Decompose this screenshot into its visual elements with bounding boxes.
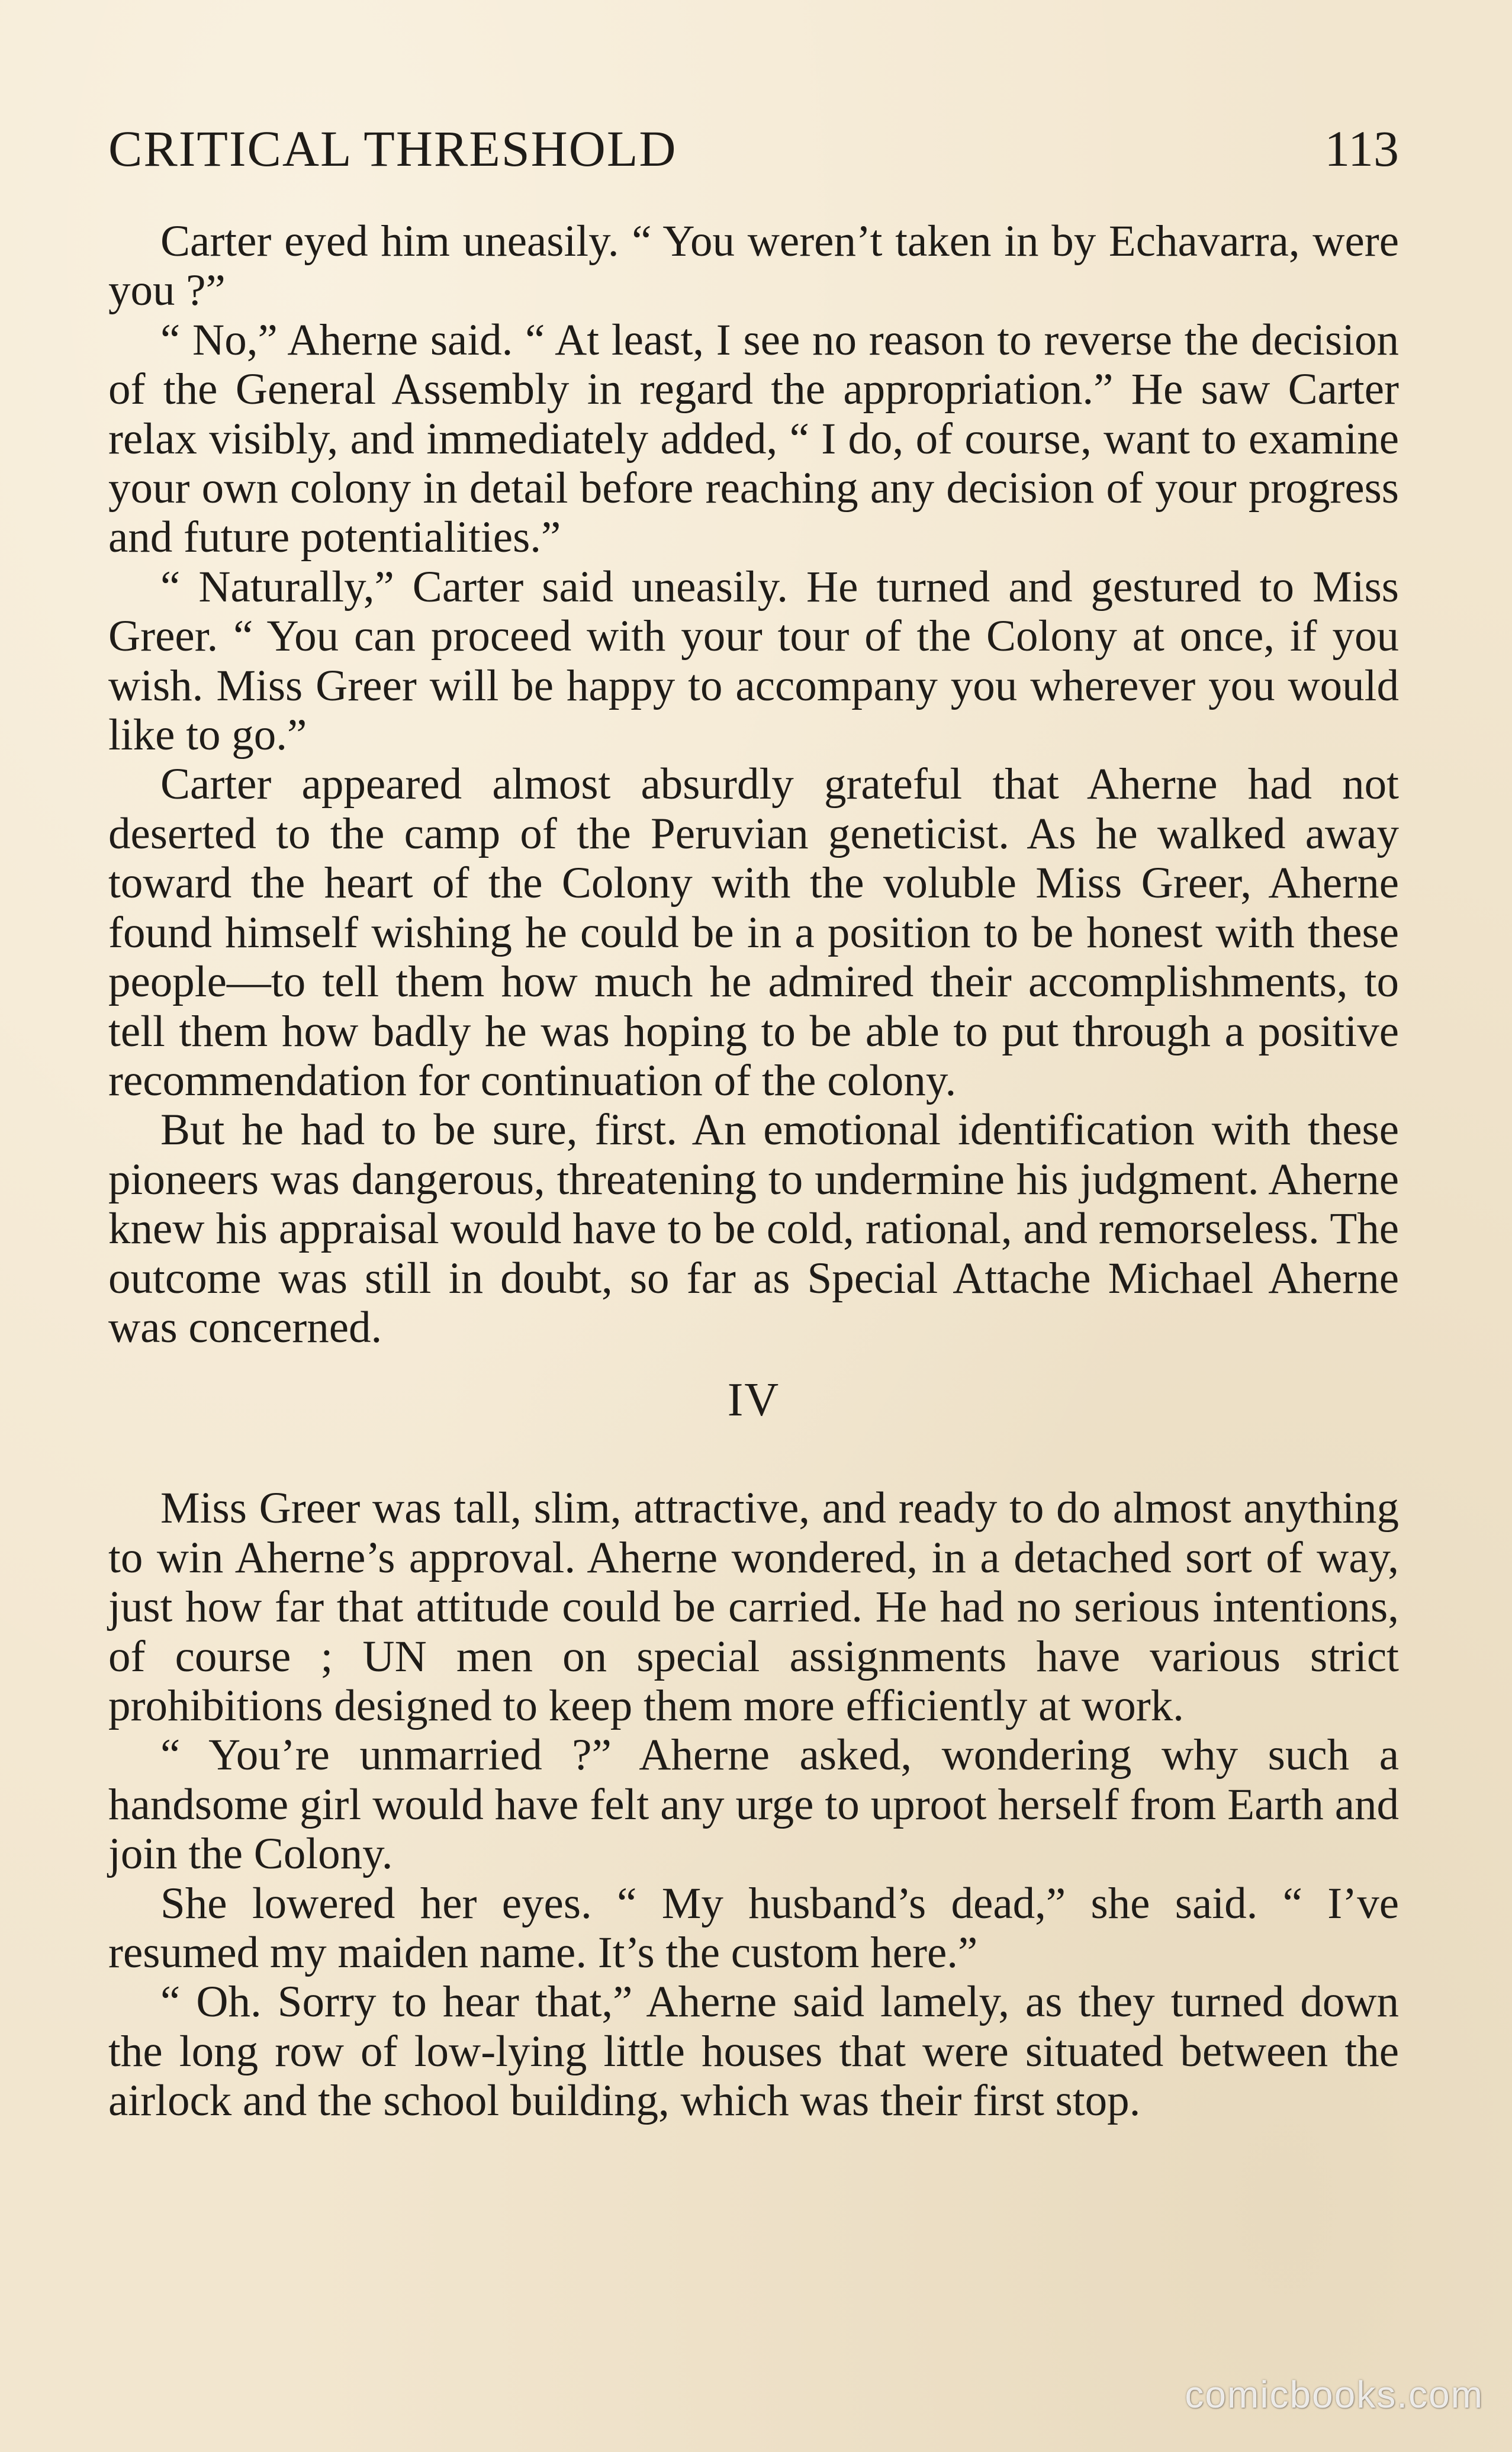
paragraph: She lowered her eyes. “ My husband’s dead,” she said. “ I’ve resumed my maiden name. It’s the custom here.” xyxy=(108,1878,1399,1977)
paragraph: “ You’re unmarried ?” Aherne asked, wondering why such a handsome girl would have felt any urge to uproot herself from Earth and join the Colony. xyxy=(108,1730,1399,1879)
page-number: 113 xyxy=(1324,120,1399,177)
running-head: CRITICAL THRESHOLD xyxy=(108,120,677,177)
paragraph: “ No,” Aherne said. “ At least, I see no reason to reverse the decision of the General Assembly in regard the appropriation.” He saw Carter relax visibly, and immediately added, “ I do, of course, want to examine your own colony in detail before reaching any decision of your progress and future potentialities.” xyxy=(108,315,1399,562)
paragraph: Carter eyed him uneasily. “ You weren’t taken in by Echavarra, were you ?” xyxy=(108,217,1399,316)
paragraph: “ Naturally,” Carter said uneasily. He turned and gestured to Miss Greer. “ You can proceed with your tour of the Colony at once, if you wish. Miss Greer will be happy to accompany you wherever you would like to go.” xyxy=(108,562,1399,760)
paragraph: “ Oh. Sorry to hear that,” Aherne said lamely, as they turned down the long row of low-lying little houses that were situated between the airlock and the school building, which was their first stop. xyxy=(108,1977,1399,2126)
page-header xyxy=(108,116,1399,181)
body-text xyxy=(108,217,1399,2126)
paragraph: Carter appeared almost absurdly grateful that Aherne had not deserted to the camp of the Peruvian geneticist. As he walked away toward the heart of the Colony with the voluble Miss Greer, Aherne found himself wishing he could be in a position to be honest with these people—to tell them how much he admired their accomplishments, to tell them how badly he was hoping to be able to put through a positive recommendation for continuation of the colony. xyxy=(108,760,1399,1105)
section-heading: IV xyxy=(727,1374,780,1427)
paragraph: Miss Greer was tall, slim, attractive, and ready to do almost anything to win Aherne’s approval. Aherne wondered, in a detached sort of way, just how far that attitude could be carried. He had no serious intentions, of course ; UN men on special assignments have various strict prohibitions designed to keep them more efficiently at work. xyxy=(108,1484,1399,1730)
watermark: comicbooks.com xyxy=(1185,2373,1484,2416)
paragraph: But he had to be sure, first. An emotional identification with these pioneers was dangerous, threatening to undermine his judgment. Aherne knew his appraisal would have to be cold, rational, and remorseless. The outcome was still in doubt, so far as Special Attache Michael Aherne was concerned. xyxy=(108,1105,1399,1352)
